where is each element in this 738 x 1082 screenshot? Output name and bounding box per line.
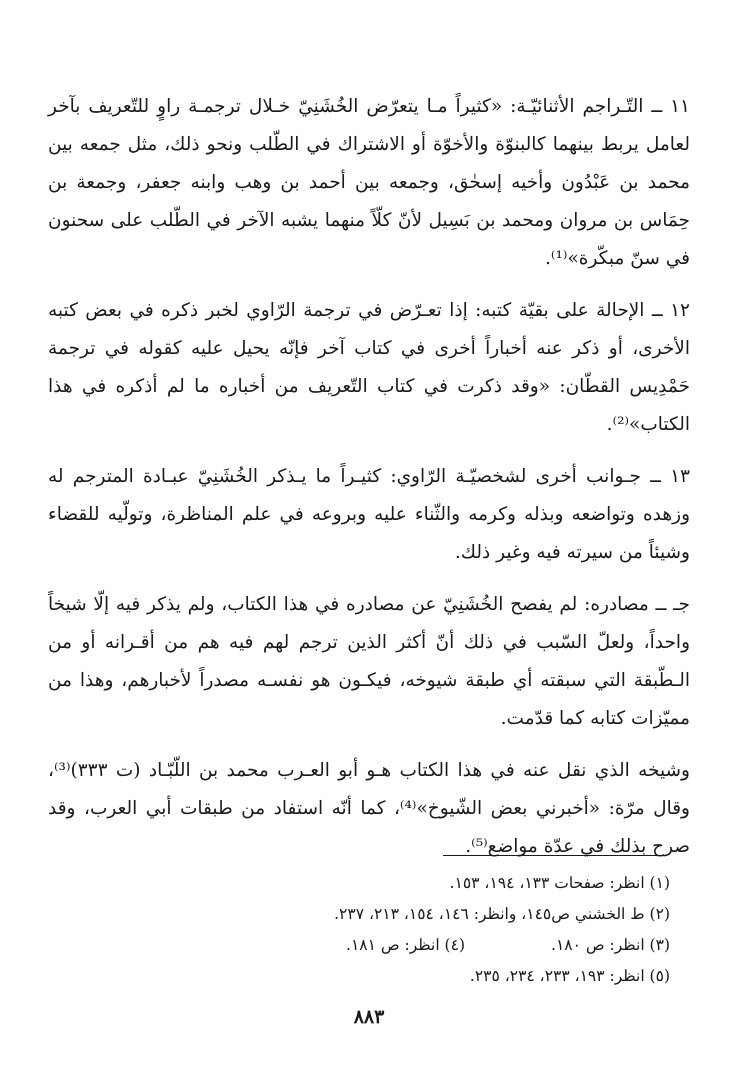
footnote-1: (١) انظر: صفحات ١٣٣، ١٩٤، ١٥٣. xyxy=(449,874,670,892)
footnote-2: (٢) ط الخشني ص١٤٥، وانظر: ١٤٦، ١٥٤، ٢١٣، ٢٣٧. xyxy=(334,905,670,923)
paragraph-12-cross-references: ١٢ ــ الإحالة على بقيّة كتبه: إذا تعـرّض في ترجمة الرّاوي لخبر ذكره في بعض كتبه الأخرى، أو ذكر عنه أخباراً أخرى في كتاب آخر فإنّه يحيل عليه كقوله في ترجمة حَمْدِيس القطّان: «وقد ذكرت في كتاب التّعريف من أخباره ما لم أذكره في هذا الكتاب»⁽²⁾. xyxy=(48,300,690,435)
footnote-5: (٥) انظر: ١٩٣، ٢٣٣، ٢٣٤، ٢٣٥. xyxy=(469,967,670,985)
paragraph-11-bilateral-biographies: ١١ ــ التّـراجم الأثنائيّـة: «كثيراً مـا يتعرّض الخُشَنِيّ خـلال ترجمـة راوٍ للتّعريف بآخر لعامل يربط بينهما كالبنوّة والأخوّة أو الاشتراك في الطّلب ونحو ذلك، مثل جمعه بين محمد بن عَبْدُون وأخيه إسحٰق، وجمعه بين أحمد بن وهب وابنه جعفر، وجمعة بن حِمَاس بن مروان ومحمد بن بَسِيل لأنّ كلّاً منهما يشبه الآخر في الطّلب على سحنون في سنّ مبكّرة»⁽¹⁾. xyxy=(48,96,690,269)
footnote-4: (٤) انظر: ص ١٨١. xyxy=(346,936,465,954)
paragraph-sheikh: وشيخه الذي نقل عنه في هذا الكتاب هـو أبو العـرب محمد بن اللّبّـاد (ت ٣٣٣)⁽³⁾، وقال مرّة: «أخبرني بعض الشّيوخ»⁽⁴⁾، كما أنّه استفاد من طبقات أبي العرب، وقد صرح بذلك في عدّة مواضع⁽⁵⁾. xyxy=(48,760,690,857)
page-number: ٨٨٣ xyxy=(353,1006,385,1028)
main-text xyxy=(48,88,690,880)
paragraph-13-narrator-aspects: ١٣ ــ جـوانب أخرى لشخصيّـة الرّاوي: كثيـراً ما يـذكر الخُشَنِيّ عبـادة المترجم له وزهده وتواضعه وبذله وكرمه والثّناء عليه وبروعه في علم المناظرة، وتولّيه للقضاء وشيئاً من سيرته فيه وغير ذلك. xyxy=(48,466,690,563)
footnotes xyxy=(60,868,670,992)
footnote-row-3-4 xyxy=(60,930,670,961)
paragraph-sources: جـ ــ مصادره: لم يفصح الخُشَنِيّ عن مصادره في هذا الكتاب، ولم يذكر فيه إلّا شيخاً واحداً، ولعلّ السّبب في ذلك أنّ أكثر الذين ترجم لهم فيه هم من أقـرانه أو من الـطّبقة التي سبقته أي طبقة شيوخه، فيكـون هو نفسـه مصدراً لأخبارهم، وهذا من مميّزات كتابه كما قدّمت. xyxy=(48,594,690,729)
footnote-3: (٣) انظر: ص ١٨٠. xyxy=(551,936,670,954)
footnote-divider xyxy=(443,855,658,856)
